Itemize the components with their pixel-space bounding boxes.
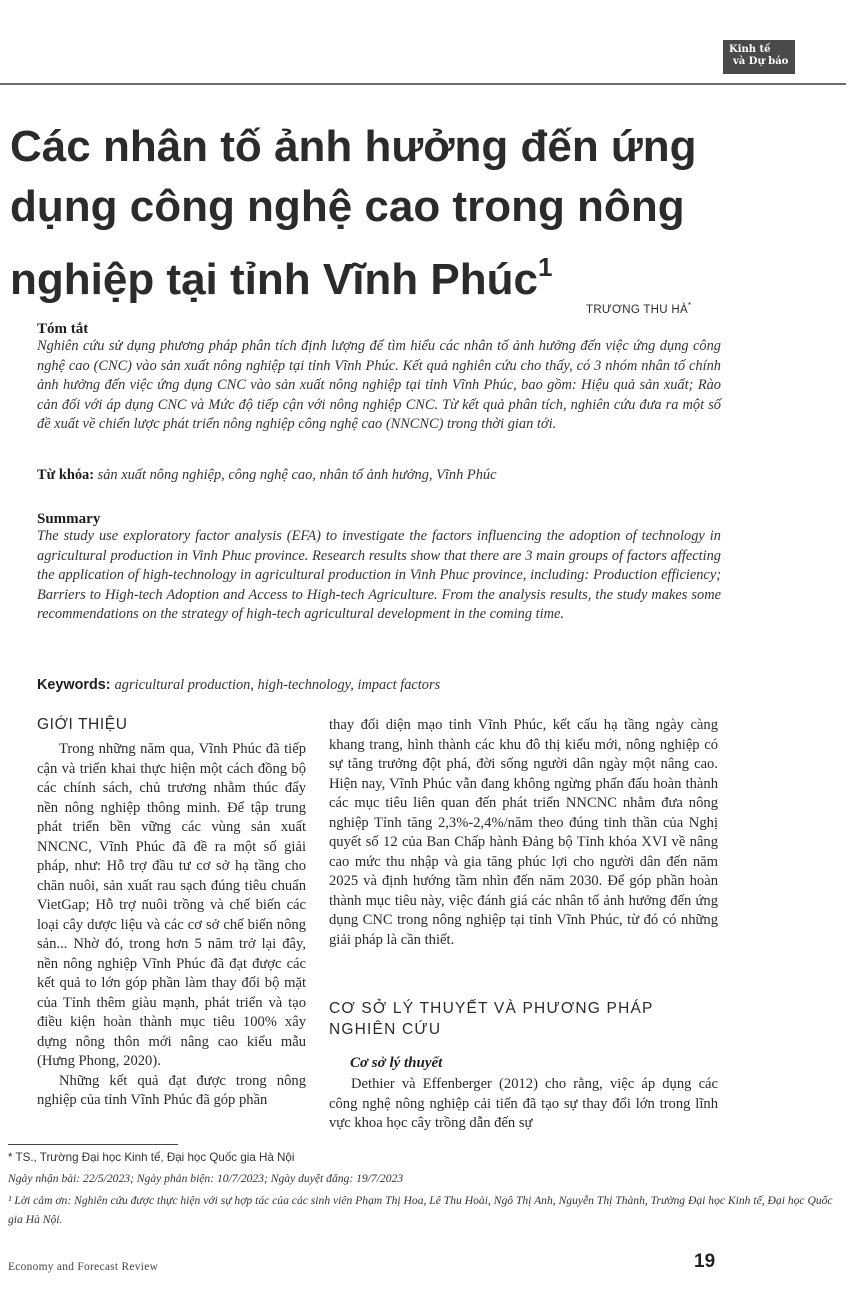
author-name xyxy=(586,301,691,316)
article-title xyxy=(10,117,760,310)
keywords-vi-label: Từ khóa: xyxy=(37,467,95,483)
footnote-dates: Ngày nhận bài: 22/5/2023; Ngày phản biện: 10/7/2023; Ngày duyệt đăng: 19/7/2023 xyxy=(8,1172,404,1185)
keywords-vi-text: sản xuất nông nghiệp, công nghệ cao, nhân tố ảnh hưởng, Vĩnh Phúc xyxy=(97,467,497,483)
keywords-en-label: Keywords: xyxy=(37,677,111,693)
keywords-vi xyxy=(37,467,737,484)
body-paragraph: Dethier và Effenberger (2012) cho rằng, việc áp dụng các công nghệ nông nghiệp cải tiến đã tạo sự thay đổi lớn trong lĩnh vực khoa học cây trồng dẫn đến sự xyxy=(329,1076,718,1131)
abstract-en-heading: Summary xyxy=(37,511,101,527)
body-paragraph: Trong những năm qua, Vĩnh Phúc đã tiếp cận và triển khai thực hiện một cách đồng bộ các chính sách, chủ trương nhằm thúc đẩy nền nông nghiệp thông minh. Để tập trung phát triển bền vững các vùng sản xuất NNCNC, Vĩnh Phúc đã đề ra một số giải pháp, như: Hỗ trợ đầu tư cơ sở hạ tầng cho chăn nuôi, sản xuất rau sạch đúng tiêu chuẩn VietGap; Hỗ trợ nuôi trồng và chế biến các loại cây dược liệu và các cơ sở chế biến nông sản... Nhờ đó, trong hơn 5 năm trở lại đây, nền nông nghiệp Vĩnh Phúc đã đạt được các kết quả to lớn góp phần làm thay đổi bộ mặt của Tỉnh thêm giàu mạnh, phát triển và tạo điều kiện hoàn thành mục tiêu 100% xây dựng nông thôn mới nâng cao kiểu mẫu (Hưng Phong, 2020). xyxy=(37,741,306,1069)
author-marker: * xyxy=(687,301,692,310)
footer-journal-name: Economy and Forecast Review xyxy=(8,1261,159,1273)
body-column-left xyxy=(37,740,306,1111)
abstract-vi-text: Nghiên cứu sử dụng phương pháp phân tích định lượng để tìm hiểu các nhân tố ảnh hưởng đến việc ứng dụng công nghệ cao (CNC) vào sản xuất nông nghiệp tại tỉnh Vĩnh Phúc. Kết quả nghiên cứu cho thấy, có 3 nhóm nhân tố chính ảnh hưởng đến việc ứng dụng CNC vào sản xuất nông nghiệp tại tỉnh Vĩnh Phúc, bao gồm: Hiệu quả sản xuất; Rào cản đối với áp dụng CNC và Mức độ tiếp cận với nông nghiệp CNC. Từ kết quả phân tích, nghiên cứu đưa ra một số đề xuất về chiến lược phát triển nông nghiệp công nghệ cao (NNCNC) trong thời gian tới. xyxy=(37,338,721,433)
title-text: Các nhân tố ảnh hưởng đến ứng dụng công nghệ cao trong nông nghiệp tại tỉnh Vĩnh Phúc xyxy=(10,122,697,304)
title-footnote-marker: 1 xyxy=(537,252,553,282)
subsection-heading-theory: Cơ sở lý thuyết xyxy=(350,1055,443,1071)
body-paragraph: Những kết quả đạt được trong nông nghiệp của tỉnh Vĩnh Phúc đã góp phần xyxy=(37,1072,306,1108)
footnote-rule xyxy=(8,1144,178,1145)
section-heading-theory-methods: CƠ SỞ LÝ THUYẾT VÀ PHƯƠNG PHÁP NGHIÊN CỨU xyxy=(329,1000,654,1038)
journal-logo xyxy=(723,40,795,74)
author-text: TRƯƠNG THU HÀ xyxy=(586,303,688,316)
abstract-vi-heading: Tóm tắt xyxy=(37,321,89,337)
page-number: 19 xyxy=(694,1251,716,1272)
keywords-en xyxy=(37,677,737,694)
footnote-acknowledgement: ¹ Lời cảm ơn: Nghiên cứu được thực hiện với sự hợp tác của các sinh viên Phạm Thị Hoa, Lê Thu Hoài, Ngô Thị Anh, Nguyễn Thị Thành, Trường Đại học Kinh tế, Đại học Quốc gia Hà Nội. xyxy=(8,1194,833,1226)
body-column-right xyxy=(329,716,718,950)
logo-line-1: Kinh tế xyxy=(729,44,771,55)
body-paragraph: thay đổi diện mạo tỉnh Vĩnh Phúc, kết cấu hạ tầng ngày càng khang trang, hình thành các khu đô thị kiểu mới, nông nghiệp có sự tăng trưởng đột phá, đời sống người dân ngày một nâng cao. Hiện nay, Vĩnh Phúc vẫn đang không ngừng phấn đấu hoàn thành các mục tiêu liên quan đến phát triển NNCNC nhằm đưa nông nghiệp Tỉnh tăng 2,3%-2,4%/năm theo đúng tinh thần của Nghị quyết số 12 của Ban Chấp hành Đảng bộ Tỉnh khóa XVI về nâng cao mức thu nhập và gia tăng phúc lợi cho người dân đến năm 2025 và định hướng tầm nhìn đến năm 2030. Để góp phần hoàn thành mục tiêu này, việc đánh giá các nhân tố ảnh hưởng đến ứng dụng CNC trong nông nghiệp tại tỉnh Vĩnh Phúc, từ đó có những giải pháp là cần thiết. xyxy=(329,717,718,948)
intro-heading: GIỚI THIỆU xyxy=(37,716,128,733)
abstract-en-text: The study use exploratory factor analysis (EFA) to investigate the factors influencing the adoption of technology in agricultural production in Vinh Phuc province. Research results show that there are 3 main groups of factors affecting the application of high-technology in agricultural production in Vinh Phuc province, including: Production efficiency; Barriers to High-tech Adoption and Access to High-tech Agriculture. From the analysis results, the study makes some recommendations on the strategy of high-tech agricultural development in the coming time. xyxy=(37,528,721,623)
logo-line-2: và Dự báo xyxy=(733,56,789,67)
keywords-en-text: agricultural production, high-technology, impact factors xyxy=(114,677,441,693)
footnote-affiliation: * TS., Trường Đại học Kinh tế, Đại học Quốc gia Hà Nội xyxy=(8,1151,295,1164)
header-rule xyxy=(0,83,846,85)
body-column-right-continued xyxy=(329,1075,718,1134)
